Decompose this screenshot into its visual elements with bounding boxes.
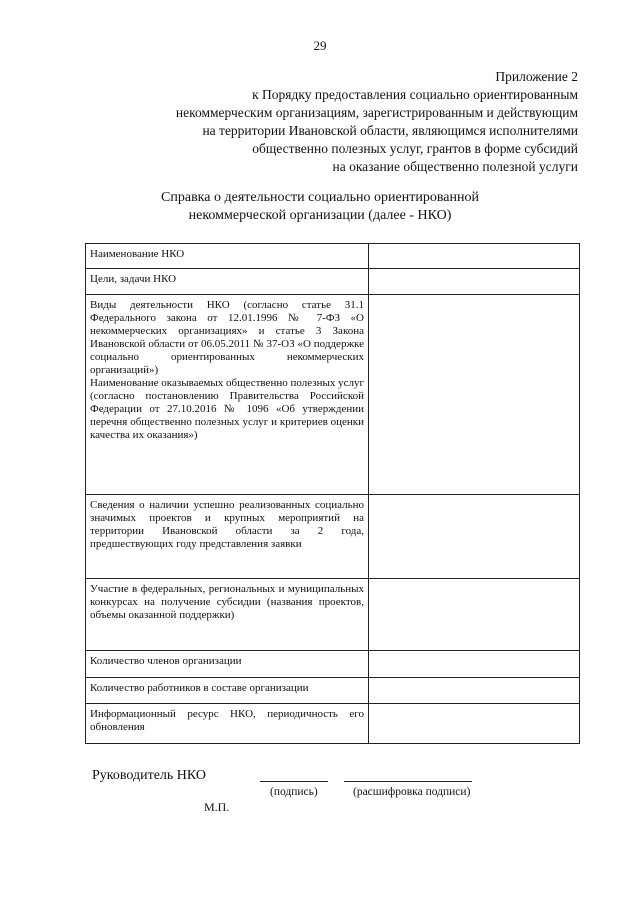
- title-line: Справка о деятельности социально ориентированной: [161, 190, 479, 205]
- title-line: некоммерческой организации (далее - НКО): [188, 208, 452, 223]
- document-title: [0, 189, 640, 225]
- appendix-line: общественно полезных услуг, грантов в форме субсидий: [252, 141, 578, 156]
- appendix-line: к Порядку предоставления социально ориентированным: [252, 87, 578, 102]
- row-value-goals: [369, 269, 580, 295]
- row-value-employees: [369, 678, 580, 704]
- nko-info-table: [85, 243, 580, 744]
- row-label-members: Количество членов организации: [86, 651, 369, 678]
- services-text: Наименование оказываемых общественно полезных услуг (согласно постановлению Правительства Российской Федерации от 27.10.2016 № 1096 «Об утверждении перечня общественно полезных услуг и критериев оценки качества их оказания»): [90, 377, 364, 441]
- table-row: [86, 269, 580, 295]
- row-value-activities: [369, 295, 580, 495]
- table-row: [86, 678, 580, 704]
- row-label-projects: Сведения о наличии успешно реализованных социально значимых проектов и крупных мероприятий на территории Ивановской области за 2 года, предшествующих году представления заявки: [86, 495, 369, 579]
- row-value-members: [369, 651, 580, 678]
- decoding-line: [344, 781, 472, 782]
- page-number: 29: [313, 38, 327, 53]
- table-row: [86, 295, 580, 495]
- signature-caption: (подпись): [270, 786, 318, 798]
- table-row: [86, 495, 580, 579]
- appendix-line: на территории Ивановской области, являющимся исполнителями: [202, 123, 578, 138]
- table-row: [86, 579, 580, 651]
- row-value-info-resource: [369, 704, 580, 744]
- table-row: [86, 704, 580, 744]
- head-signature-label: Руководитель НКО: [92, 768, 207, 783]
- row-value-name: [369, 244, 580, 269]
- appendix-line: Приложение 2: [495, 69, 578, 84]
- appendix-header: [78, 68, 578, 176]
- row-value-contests: [369, 579, 580, 651]
- table-row: [86, 244, 580, 269]
- appendix-line: некоммерческим организациям, зарегистрированным и действующим: [175, 105, 578, 120]
- stamp-placeholder: М.П.: [204, 800, 230, 814]
- row-label-employees: Количество работников в составе организации: [86, 678, 369, 704]
- row-value-projects: [369, 495, 580, 579]
- signature-line: [260, 781, 328, 782]
- row-label-name: Наименование НКО: [86, 244, 369, 269]
- activities-text: Виды деятельности НКО (согласно статье 31.1 Федерального закона от 12.01.1996 № 7-ФЗ «О некоммерческих организациях» и статье 3 Закона Ивановской области от 06.05.2011 № 37-ОЗ «О поддержке социально ориентированных некоммерческих организаций»): [90, 299, 364, 376]
- row-label-goals: Цели, задачи НКО: [86, 269, 369, 295]
- decoding-caption: (расшифровка подписи): [353, 786, 471, 798]
- appendix-line: на оказание общественно полезной услуги: [332, 159, 578, 174]
- row-label-contests: Участие в федеральных, региональных и муниципальных конкурсах на получение субсидии (названия проектов, объемы оказанной поддержки): [86, 579, 369, 651]
- table-row: [86, 651, 580, 678]
- row-label-info-resource: Информационный ресурс НКО, периодичность его обновления: [86, 704, 369, 744]
- row-label-activities: [86, 295, 369, 495]
